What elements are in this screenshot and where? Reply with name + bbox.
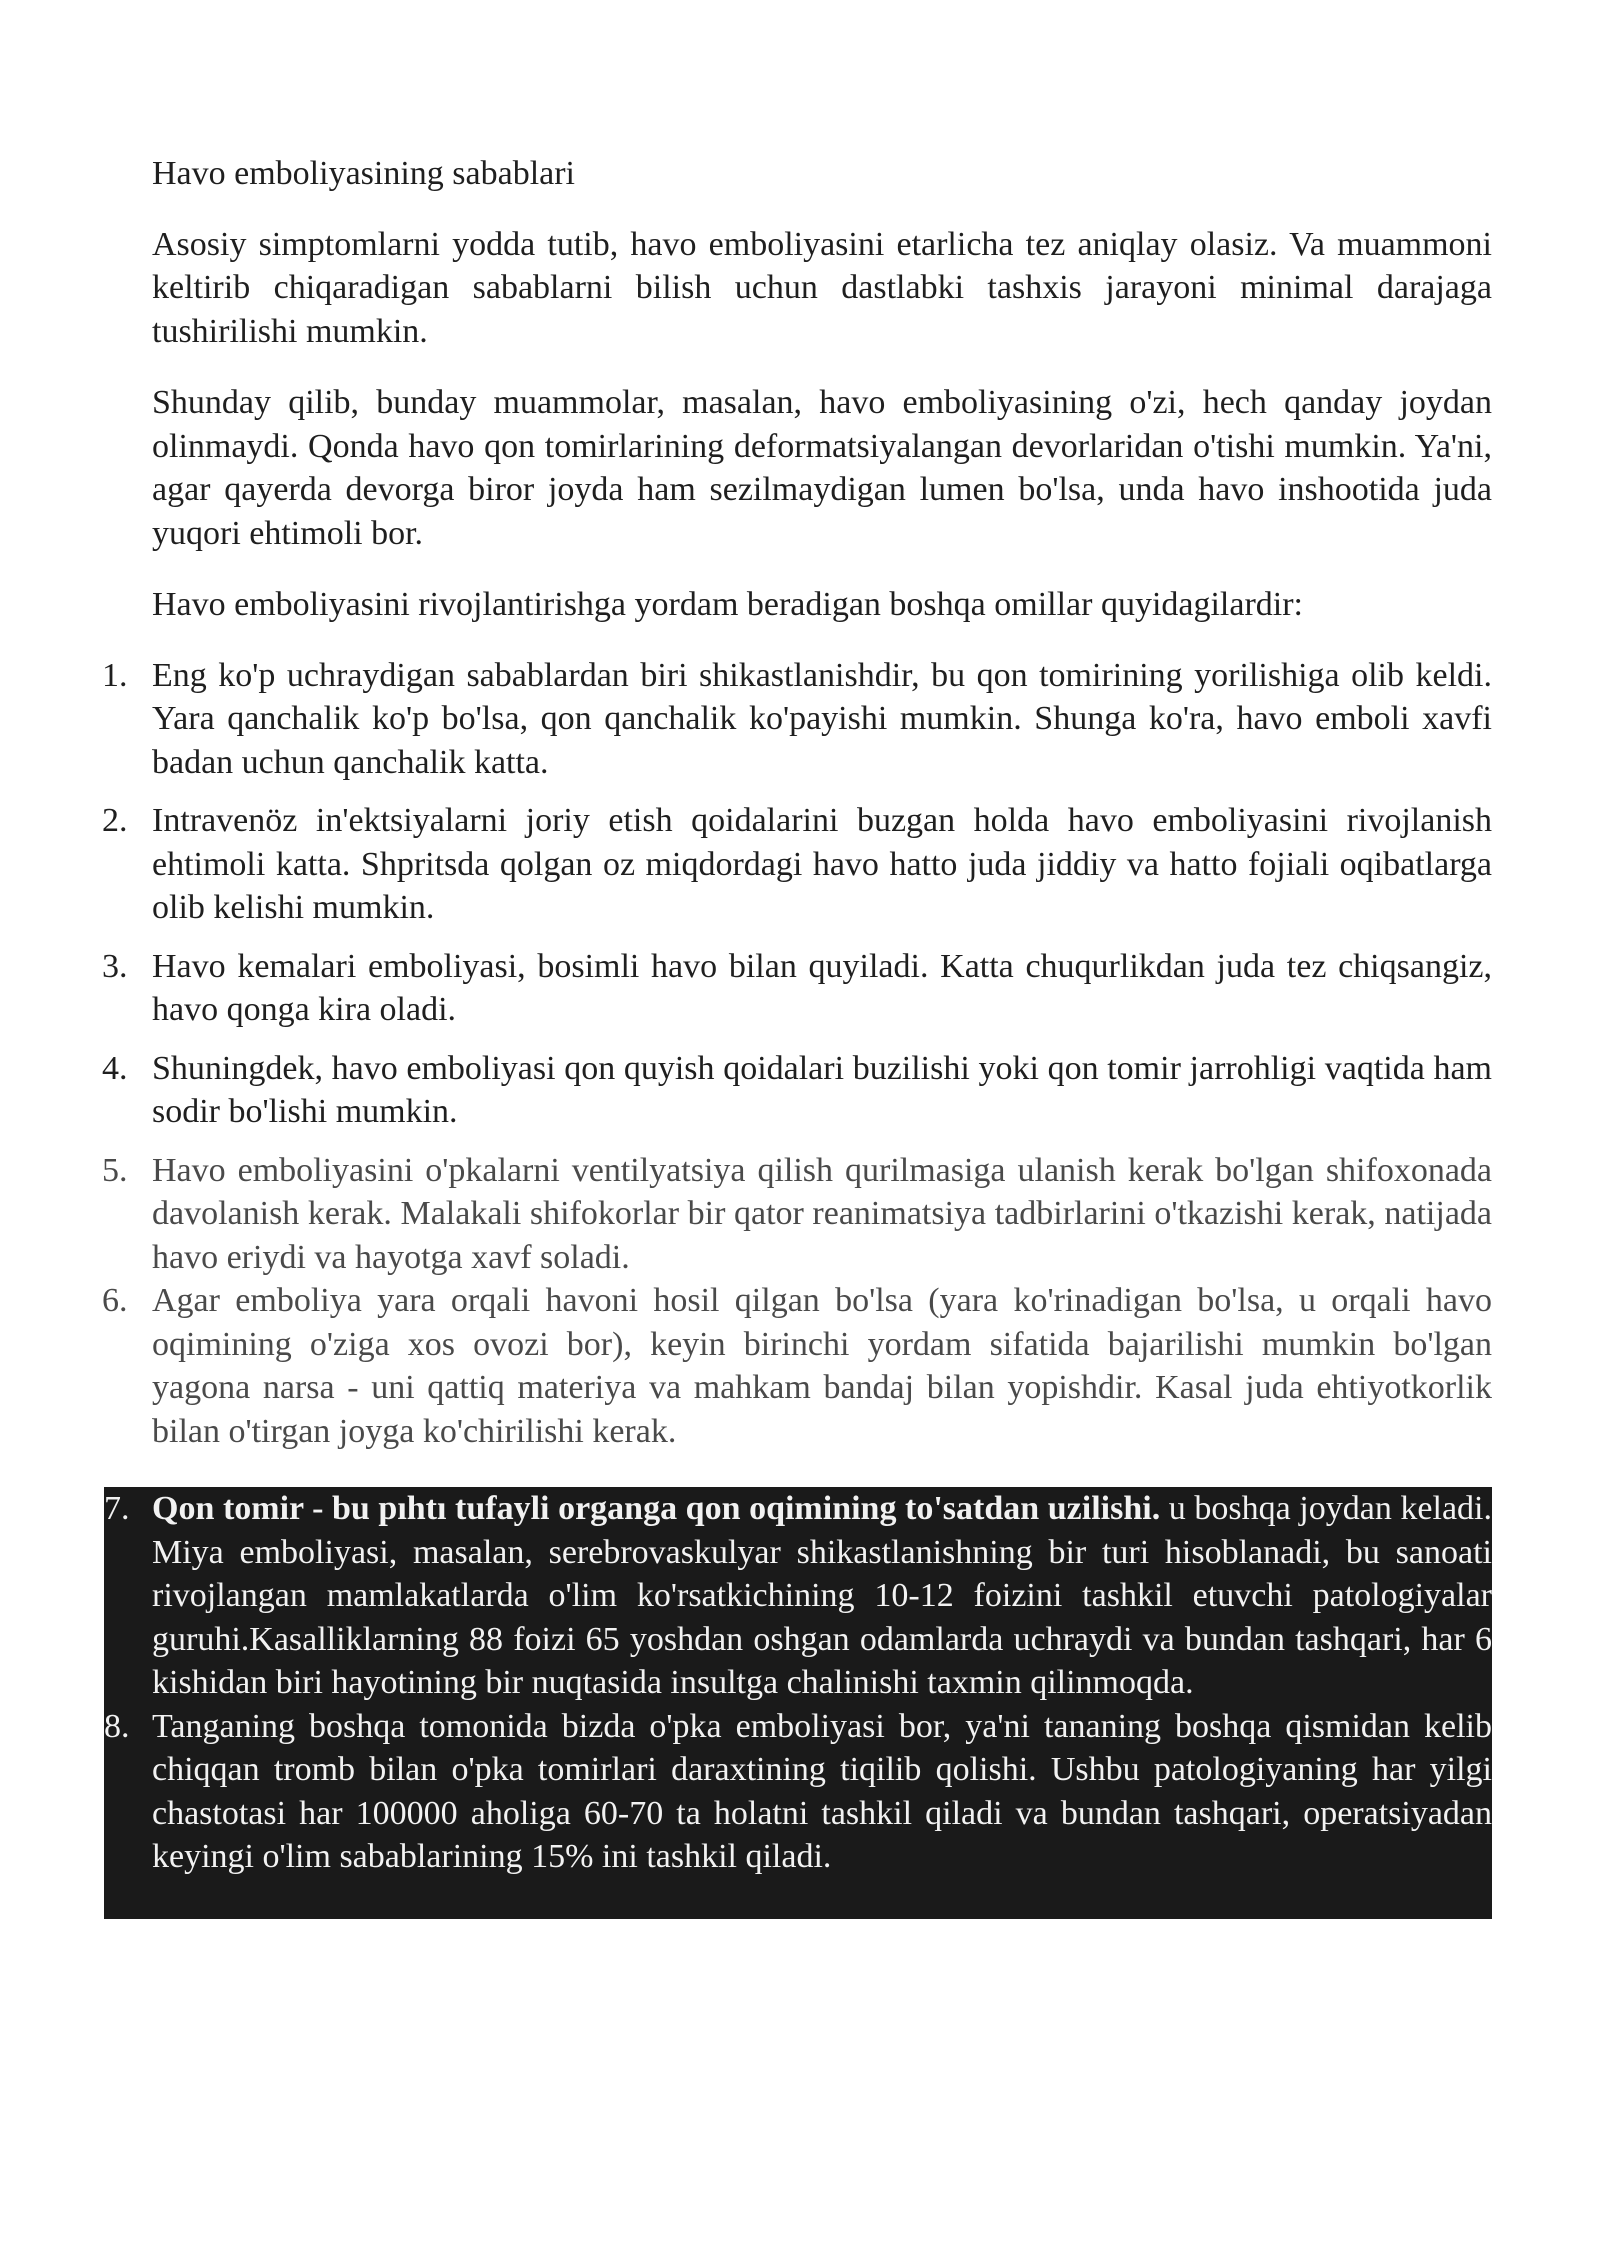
list-item-text: Havo kemalari emboliyasi, bosimli havo bilan quyiladi. Katta chuqurlikdan juda tez chiqsangiz, havo qonga kira oladi.	[152, 947, 1492, 1028]
list-item	[102, 1047, 1492, 1134]
list-item-number: 5.	[102, 1151, 128, 1189]
list-item-text: u boshqa joydan keladi. Miya emboliyasi, masalan, serebrovaskulyar shikastlanishning bir turi hisoblanadi, bu sanoati rivojlangan mamlakatlarda o'lim ko'rsatkichining 10-12 foizini tashkil etuvchi patologiyalar guruhi.Kasalliklarning 88 foizi 65 yoshdan oshgan odamlarda uchraydi va bundan tashqari, har 6 kishidan biri hayotining bir nuqtasida insultga chalinishi taxmin qilinmoqda.	[152, 1490, 1492, 1701]
list-item	[104, 1487, 1492, 1705]
list-item-text: Tanganing boshqa tomonida bizda o'pka emboliyasi bor, ya'ni tananing boshqa qismidan kelib chiqqan tromb bilan o'pka tomirlari daraxtining tiqilib qolishi. Ushbu patologiyaning har yilgi chastotasi har 100000 aholiga 60-70 ta holatni tashkil qiladi va bundan tashqari, operatsiyadan keyingi o'lim sabablarining 15% ini tashkil qiladi.	[152, 1707, 1492, 1875]
list-item-number: 6.	[102, 1282, 128, 1319]
paragraph-symptoms: Asosiy simptomlarni yodda tutib, havo emboliyasini etarlicha tez aniqlay olasiz. Va muammoni keltirib chiqaradigan sabablarni bilish uchun dastlabki tashxis jarayoni minimal darajaga tushirilishi mumkin.	[152, 225, 1492, 350]
list-item	[102, 945, 1492, 1032]
list-item-bold-text: Qon tomir - bu pıhtı tufayli organga qon oqimining to'satdan uzilishi.	[152, 1490, 1161, 1527]
document-content	[102, 152, 1492, 1453]
list-item	[104, 1705, 1492, 1879]
highlighted-block	[104, 1487, 1492, 1919]
list-item-text: Shuningdek, havo emboliyasi qon quyish qoidalari buzilishi yoki qon tomir jarrohligi vaqtida ham sodir bo'lishi mumkin.	[152, 1049, 1492, 1130]
list-item-text: Intravenöz in'ektsiyalarni joriy etish qoidalarini buzgan holda havo emboliyasini rivojlanish ehtimoli katta. Shpritsda qolgan oz miqdordagi havo hatto juda jiddiy va hatto fojiali oqibatlarga olib kelishi mumkin.	[152, 802, 1492, 926]
section-heading: Havo emboliyasining sabablari	[152, 155, 576, 192]
list-item	[102, 654, 1492, 785]
list-item	[102, 1149, 1492, 1280]
list-item-number: 3.	[102, 947, 128, 985]
list-item	[102, 799, 1492, 930]
factors-list	[102, 654, 1492, 1454]
list-item-text: Havo emboliyasini o'pkalarni ventilyatsiya qilish qurilmasiga ulanish kerak bo'lgan shifoxonada davolanish kerak. Malakali shifokorlar bir qator reanimatsiya tadbirlarini o'tkazishi kerak, natijada havo eriydi va hayotga xavf soladi.	[152, 1151, 1492, 1276]
list-item-number: 2.	[102, 802, 128, 839]
list-item-number: 7.	[104, 1490, 130, 1527]
list-item-number: 4.	[102, 1049, 128, 1087]
paragraph-factors-intro: Havo emboliyasini rivojlantirishga yordam beradigan boshqa omillar quyidagilardir:	[152, 586, 1304, 623]
list-item-text: Eng ko'p uchraydigan sabablardan biri shikastlanishdir, bu qon tomirining yorilishiga olib keldi. Yara qanchalik ko'p bo'lsa, qon qanchalik ko'payishi mumkin. Shunga ko'ra, havo emboli xavfi badan uchun qanchalik katta.	[152, 656, 1492, 781]
list-item-text: Agar emboliya yara orqali havoni hosil qilgan bo'lsa (yara ko'rinadigan bo'lsa, u orqali havo oqimining o'ziga xos ovozi bor), keyin birinchi yordam sifatida bajarilishi mumkin bo'lgan yagona narsa - uni qattiq materiya va mahkam bandaj bilan yopishdir. Kasal juda ehtiyotkorlik bilan o'tirgan joyga ko'chirilishi kerak.	[152, 1282, 1492, 1450]
list-item-number: 8.	[104, 1707, 130, 1745]
list-item-number: 1.	[102, 656, 128, 694]
list-item	[102, 1279, 1492, 1453]
paragraph-causes: Shunday qilib, bunday muammolar, masalan, havo emboliyasining o'zi, hech qanday joydan olinmaydi. Qonda havo qon tomirlarining deformatsiyalangan devorlaridan o'tishi mumkin. Ya'ni, agar qayerda devorga biror joyda ham sezilmaydigan lumen bo'lsa, unda havo inshootida juda yuqori ehtimoli bor.	[152, 384, 1492, 552]
